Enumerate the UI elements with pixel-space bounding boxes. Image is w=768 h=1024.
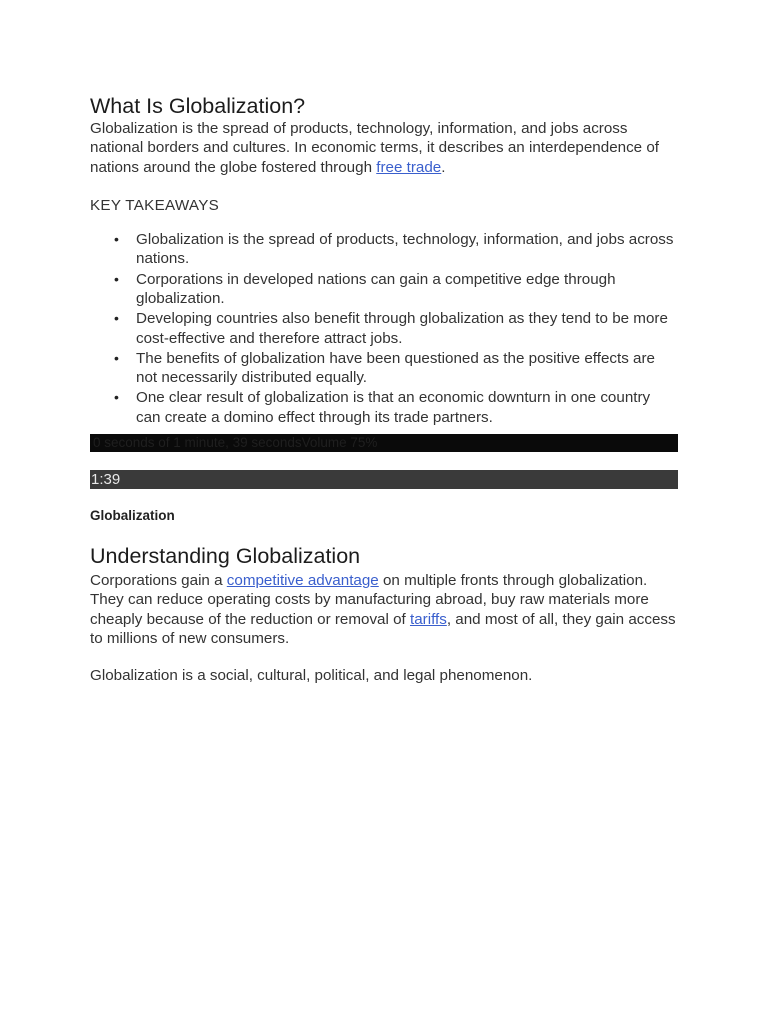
understanding-section: [90, 543, 678, 685]
video-status-text: 0 seconds of 1 minute, 39 secondsVolume 75%: [93, 435, 378, 450]
list-item-text: Developing countries also benefit through globalization as they tend to be more cost-effective and therefore attract jobs.: [136, 310, 668, 347]
section-heading: Understanding Globalization: [90, 544, 361, 568]
paragraph-text: on multiple fronts through globalization. They can reduce operating costs by manufacturing abroad, buy raw materials more cheaply because of the reduction or removal of: [90, 572, 649, 628]
list-item: [114, 349, 678, 388]
intro-paragraph: [90, 119, 678, 177]
video-player-controls[interactable]: [90, 470, 678, 489]
section-paragraph: [90, 571, 678, 648]
paragraph-text: , and most of all, they gain access to millions of new consumers.: [90, 610, 676, 647]
intro-end: .: [441, 158, 446, 176]
list-item: [114, 309, 678, 348]
intro-text: Globalization is the spread of products, technology, information, and jobs across national borders and cultures. In economic terms, it describes an interdependence of nations around the globe fostered through: [90, 120, 660, 176]
section-paragraph: Globalization is a social, cultural, political, and legal phenomenon.: [90, 667, 533, 685]
article: [90, 93, 678, 685]
bullet-icon: •: [114, 230, 119, 247]
list-item: [114, 270, 678, 309]
list-item-text: One clear result of globalization is that an economic downturn in one country can create a domino effect through its trade partners.: [136, 389, 651, 426]
bullet-icon: •: [114, 349, 119, 366]
bullet-icon: •: [114, 310, 119, 327]
page-title: What Is Globalization?: [90, 94, 306, 118]
competitive-advantage-link[interactable]: competitive advantage: [226, 572, 379, 589]
bullet-icon: •: [114, 270, 119, 287]
key-takeaways-list: [90, 230, 678, 427]
list-item-text: Globalization is the spread of products, technology, information, and jobs across nations.: [136, 230, 674, 268]
bullet-icon: •: [114, 389, 119, 406]
list-item: [114, 388, 678, 427]
paragraph-text: Corporations gain a: [90, 572, 227, 589]
key-takeaways-title: KEY TAKEAWAYS: [90, 196, 220, 214]
list-item-text: Corporations in developed nations can gain a competitive edge through globalization.: [136, 270, 616, 307]
list-item-text: The benefits of globalization have been questioned as the positive effects are not necessarily distributed equally.: [136, 349, 655, 387]
video-player-status-bar[interactable]: [90, 434, 678, 452]
free-trade-link[interactable]: free trade: [376, 158, 442, 176]
tariffs-link[interactable]: tariffs: [409, 610, 447, 628]
list-item: [114, 230, 678, 269]
video-caption: Globalization: [90, 508, 175, 523]
video-duration: 1:39: [91, 471, 121, 488]
